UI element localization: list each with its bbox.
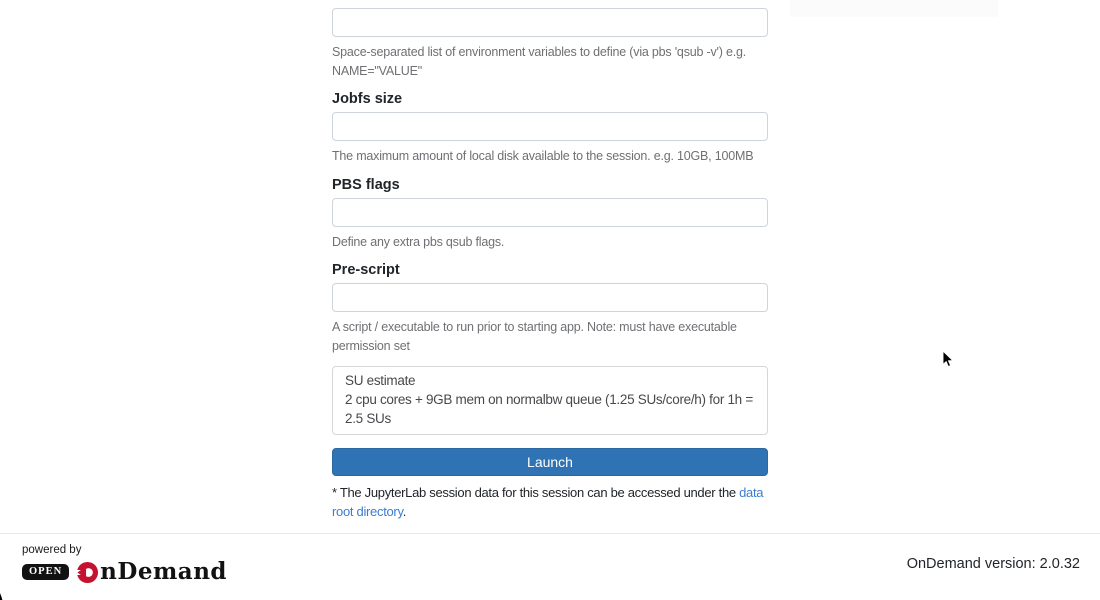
- environment-variables-input[interactable]: [332, 8, 768, 37]
- footnote-suffix: .: [402, 503, 407, 519]
- ondemand-brand: [22, 543, 227, 584]
- launch-button[interactable]: Launch: [332, 448, 768, 476]
- session-data-footnote: [332, 484, 768, 521]
- ondemand-o-icon: [76, 561, 99, 584]
- field-jobfs-size: [332, 90, 768, 166]
- footnote-prefix: * The JupyterLab session data for this session can be accessed under the: [332, 485, 740, 500]
- field-pre-script: [332, 261, 768, 355]
- pre-script-input[interactable]: [332, 283, 768, 312]
- page-footer: [0, 533, 1100, 600]
- pbs-flags-label: PBS flags: [332, 176, 400, 193]
- ondemand-logo-text: nDemand: [100, 558, 228, 585]
- su-estimate-box: [332, 366, 768, 435]
- open-badge: OPEN: [22, 564, 69, 580]
- version-text: OnDemand version: 2.0.32: [906, 556, 1080, 572]
- pre-script-label: Pre-script: [332, 262, 400, 278]
- field-pbs-flags: [332, 176, 768, 252]
- ondemand-logo: [22, 560, 227, 584]
- jobfs-size-label: Jobfs size: [332, 91, 403, 107]
- corner-cursor-fragment-icon: [0, 590, 6, 600]
- data-root-directory-link[interactable]: data root directory: [332, 485, 764, 519]
- pbs-flags-help: Define any extra pbs qsub flags.: [332, 234, 505, 249]
- field-environment-variables: [332, 8, 768, 80]
- mouse-cursor-icon: [941, 350, 955, 374]
- powered-by-text: powered by: [22, 544, 82, 556]
- pbs-flags-input[interactable]: [332, 198, 768, 227]
- pre-script-help: A script / executable to run prior to starting app. Note: must have executable permission set: [332, 320, 737, 353]
- jobfs-size-help: The maximum amount of local disk available to the session. e.g. 10GB, 100MB: [332, 149, 754, 163]
- session-launch-form: [332, 8, 768, 521]
- top-right-panel-remnant: [790, 0, 998, 17]
- environment-variables-help: Space-separated list of environment variables to define (via pbs 'qsub -v') e.g. NAME="VALUE": [332, 45, 746, 78]
- su-estimate-title: SU estimate: [345, 373, 416, 388]
- su-estimate-text: 2 cpu cores + 9GB mem on normalbw queue (1.25 SUs/core/h) for 1h = 2.5 SUs: [345, 392, 753, 426]
- jobfs-size-input[interactable]: [332, 112, 768, 141]
